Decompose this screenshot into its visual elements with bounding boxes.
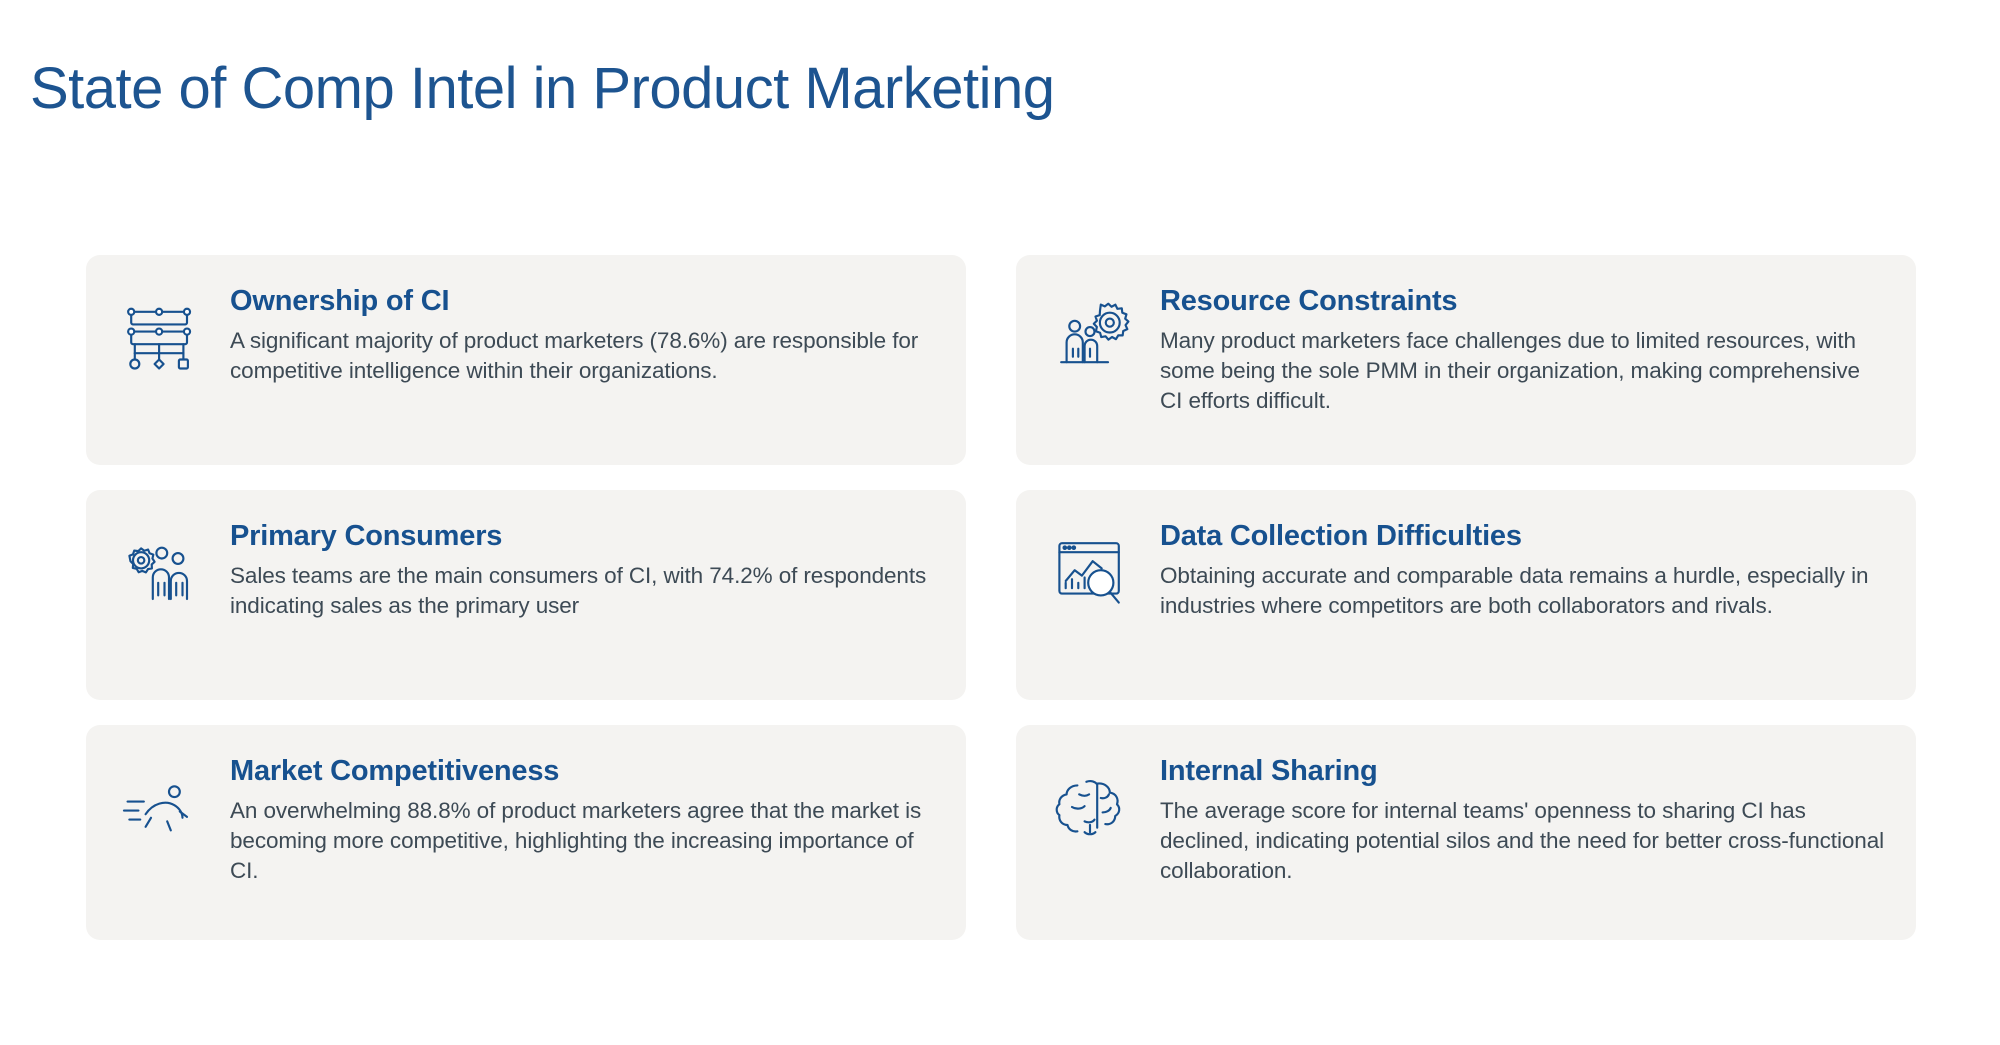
card-text: Many product marketers face challenges due to limited resources, with some being the sole PMM in their organization, making comprehensive CI efforts difficult. bbox=[1160, 328, 1860, 414]
insight-card-primary-consumers bbox=[86, 490, 966, 700]
card-title: Market Competitiveness bbox=[230, 755, 560, 787]
insight-card-ownership-of-ci bbox=[86, 255, 966, 465]
insight-card-data-collection-difficulties bbox=[1016, 490, 1916, 700]
card-title: Internal Sharing bbox=[1160, 755, 1378, 787]
brain-icon bbox=[1042, 759, 1138, 855]
chart-magnifier-icon bbox=[1042, 524, 1138, 620]
gear-people-icon bbox=[112, 524, 208, 620]
card-body bbox=[230, 281, 936, 386]
card-text: A significant majority of product marketers (78.6%) are responsible for competitive intelligence within their organizations. bbox=[230, 328, 919, 384]
card-text: An overwhelming 88.8% of product marketers agree that the market is becoming more competitive, highlighting the increasing importance of CI. bbox=[230, 798, 922, 884]
card-title: Ownership of CI bbox=[230, 285, 450, 317]
org-chart-icon bbox=[112, 289, 208, 385]
card-title: Primary Consumers bbox=[230, 520, 503, 552]
card-text: The average score for internal teams' openness to sharing CI has declined, indicating potential silos and the need for better cross-functional collaboration. bbox=[1160, 798, 1885, 884]
card-body bbox=[230, 516, 936, 621]
card-text: Sales teams are the main consumers of CI, with 74.2% of respondents indicating sales as the primary user bbox=[230, 563, 927, 619]
card-body bbox=[230, 751, 936, 886]
card-title: Resource Constraints bbox=[1160, 285, 1458, 317]
card-body bbox=[1160, 281, 1886, 416]
running-speed-icon bbox=[112, 759, 208, 855]
insight-card-grid bbox=[86, 255, 1916, 940]
card-body bbox=[1160, 516, 1886, 621]
card-text: Obtaining accurate and comparable data remains a hurdle, especially in industries where competitors are both collaborators and rivals. bbox=[1160, 563, 1869, 619]
card-body bbox=[1160, 751, 1886, 886]
insight-card-market-competitiveness bbox=[86, 725, 966, 940]
gear-person-icon bbox=[1042, 289, 1138, 385]
card-title: Data Collection Difficulties bbox=[1160, 520, 1522, 552]
insight-card-internal-sharing bbox=[1016, 725, 1916, 940]
page-title: State of Comp Intel in Product Marketing bbox=[30, 56, 1055, 121]
insight-card-resource-constraints bbox=[1016, 255, 1916, 465]
